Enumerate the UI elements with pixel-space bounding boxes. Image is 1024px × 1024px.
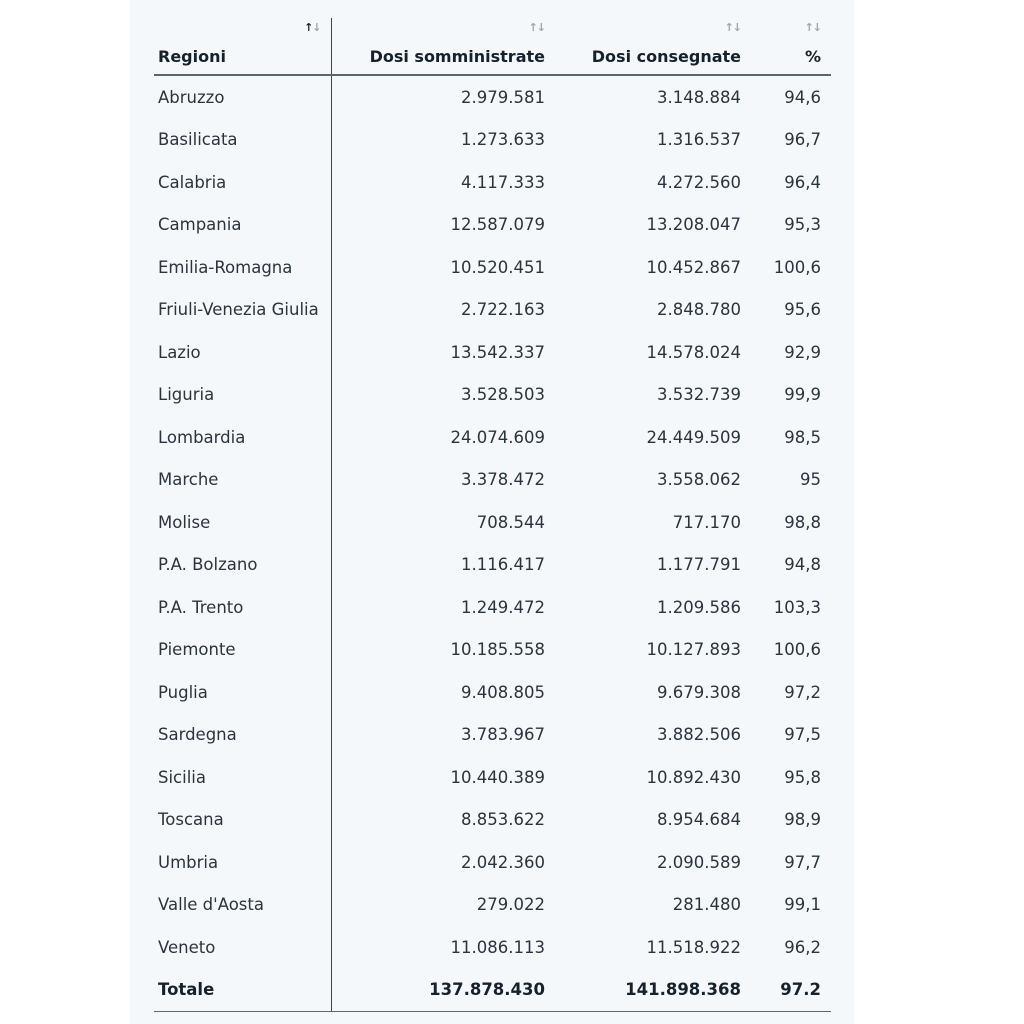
cell-percent: 95,3 [784, 215, 821, 235]
cell-region: P.A. Bolzano [154, 544, 331, 587]
cell-delivered: 10.127.893 [646, 640, 741, 660]
column-header-region-label: Regioni [158, 47, 226, 66]
cell-delivered: 10.452.867 [646, 257, 741, 277]
cell-administered: 24.074.609 [450, 427, 545, 447]
column-header-administered[interactable] [331, 18, 555, 75]
cell-administered: 3.783.967 [461, 725, 545, 745]
table-row [154, 501, 831, 544]
column-header-delivered[interactable] [555, 18, 751, 75]
table-row [154, 926, 831, 969]
cell-administered: 3.378.472 [461, 470, 545, 490]
cell-percent: 99,1 [784, 895, 821, 915]
cell-delivered: 1.316.537 [657, 130, 741, 150]
table-row [154, 289, 831, 332]
table-row [154, 331, 831, 374]
total-delivered: 141.898.368 [555, 969, 751, 1012]
cell-region: Lombardia [154, 416, 331, 459]
column-header-delivered-label: Dosi consegnate [591, 47, 741, 66]
cell-region: Umbria [154, 841, 331, 884]
cell-percent: 97,7 [784, 852, 821, 872]
table-row [154, 544, 831, 587]
table-row [154, 714, 831, 757]
cell-administered: 1.116.417 [461, 555, 545, 575]
table-row [154, 374, 831, 417]
cell-delivered: 1.209.586 [657, 597, 741, 617]
cell-administered: 3.528.503 [461, 385, 545, 405]
cell-delivered: 9.679.308 [657, 682, 741, 702]
cell-percent: 92,9 [784, 342, 821, 362]
cell-region: Piemonte [154, 629, 331, 672]
cell-percent: 97,2 [784, 682, 821, 702]
column-header-percent-label: % [804, 47, 821, 66]
cell-region: Sardegna [154, 714, 331, 757]
cell-administered: 4.117.333 [461, 172, 545, 192]
column-header-administered-label: Dosi somministrate [369, 47, 545, 66]
cell-percent: 94,6 [784, 87, 821, 107]
cell-delivered: 24.449.509 [646, 427, 741, 447]
sort-icon[interactable]: ↑↓ [528, 21, 545, 34]
cell-region: Emilia-Romagna [154, 246, 331, 289]
cell-delivered: 13.208.047 [646, 215, 741, 235]
cell-administered: 708.544 [476, 512, 545, 532]
table-row [154, 459, 831, 502]
table-row [154, 756, 831, 799]
cell-delivered: 4.272.560 [657, 172, 741, 192]
sort-icon[interactable]: ↑↓ [804, 21, 821, 34]
table-row [154, 246, 831, 289]
cell-region: Valle d'Aosta [154, 884, 331, 927]
cell-delivered: 14.578.024 [646, 342, 741, 362]
cell-percent: 95,8 [784, 767, 821, 787]
cell-administered: 11.086.113 [450, 937, 545, 957]
cell-administered: 1.273.633 [461, 130, 545, 150]
cell-percent: 98,9 [784, 810, 821, 830]
table-row [154, 629, 831, 672]
total-row [154, 969, 831, 1012]
cell-region: Calabria [154, 161, 331, 204]
total-label: Totale [154, 969, 331, 1012]
cell-percent: 100,6 [773, 640, 821, 660]
cell-percent: 96,2 [784, 937, 821, 957]
cell-administered: 9.408.805 [461, 682, 545, 702]
cell-region: Molise [154, 501, 331, 544]
cell-region: Lazio [154, 331, 331, 374]
cell-delivered: 2.090.589 [657, 852, 741, 872]
table-row [154, 204, 831, 247]
column-header-region[interactable] [154, 18, 331, 75]
cell-percent: 95 [800, 470, 821, 490]
cell-region: Abruzzo [154, 75, 331, 119]
cell-administered: 2.722.163 [461, 300, 545, 320]
cell-region: Liguria [154, 374, 331, 417]
cell-delivered: 3.148.884 [657, 87, 741, 107]
cell-percent: 97,5 [784, 725, 821, 745]
cell-administered: 8.853.622 [461, 810, 545, 830]
table-row [154, 119, 831, 162]
table-panel [130, 0, 854, 1024]
cell-percent: 98,5 [784, 427, 821, 447]
cell-delivered: 10.892.430 [646, 767, 741, 787]
table-row [154, 799, 831, 842]
sort-icon[interactable]: ↑↓ [724, 21, 741, 34]
cell-region: Basilicata [154, 119, 331, 162]
cell-administered: 13.542.337 [450, 342, 545, 362]
table-row [154, 884, 831, 927]
cell-percent: 103,3 [773, 597, 821, 617]
cell-administered: 12.587.079 [450, 215, 545, 235]
cell-region: Sicilia [154, 756, 331, 799]
cell-region: Marche [154, 459, 331, 502]
cell-delivered: 3.558.062 [657, 470, 741, 490]
cell-delivered: 2.848.780 [657, 300, 741, 320]
cell-delivered: 281.480 [672, 895, 741, 915]
table-row [154, 841, 831, 884]
cell-percent: 100,6 [773, 257, 821, 277]
table-row [154, 161, 831, 204]
cell-delivered: 1.177.791 [657, 555, 741, 575]
cell-region: Toscana [154, 799, 331, 842]
cell-administered: 10.440.389 [450, 767, 545, 787]
cell-delivered: 8.954.684 [657, 810, 741, 830]
cell-region: Campania [154, 204, 331, 247]
cell-administered: 2.979.581 [461, 87, 545, 107]
cell-percent: 96,4 [784, 172, 821, 192]
table-row [154, 75, 831, 119]
table-header [154, 18, 831, 75]
table-body [154, 75, 831, 1012]
cell-region: Puglia [154, 671, 331, 714]
column-header-percent[interactable] [751, 18, 831, 75]
cell-administered: 10.185.558 [450, 640, 545, 660]
cell-administered: 2.042.360 [461, 852, 545, 872]
cell-delivered: 3.532.739 [657, 385, 741, 405]
cell-administered: 10.520.451 [450, 257, 545, 277]
cell-percent: 95,6 [784, 300, 821, 320]
header-row [154, 18, 831, 75]
total-percent: 97.2 [751, 969, 831, 1012]
table-row [154, 416, 831, 459]
cell-percent: 99,9 [784, 385, 821, 405]
cell-region: P.A. Trento [154, 586, 331, 629]
cell-region: Friuli-Venezia Giulia [154, 289, 331, 332]
cell-region: Veneto [154, 926, 331, 969]
table-row [154, 671, 831, 714]
cell-percent: 96,7 [784, 130, 821, 150]
cell-delivered: 3.882.506 [657, 725, 741, 745]
vaccine-doses-table [154, 18, 831, 1012]
cell-delivered: 717.170 [672, 512, 741, 532]
table-row [154, 586, 831, 629]
cell-delivered: 11.518.922 [646, 937, 741, 957]
cell-percent: 94,8 [784, 555, 821, 575]
cell-percent: 98,8 [784, 512, 821, 532]
sort-icon[interactable]: ↑↓ [304, 21, 321, 34]
total-administered: 137.878.430 [331, 969, 555, 1012]
cell-administered: 1.249.472 [461, 597, 545, 617]
cell-administered: 279.022 [476, 895, 545, 915]
